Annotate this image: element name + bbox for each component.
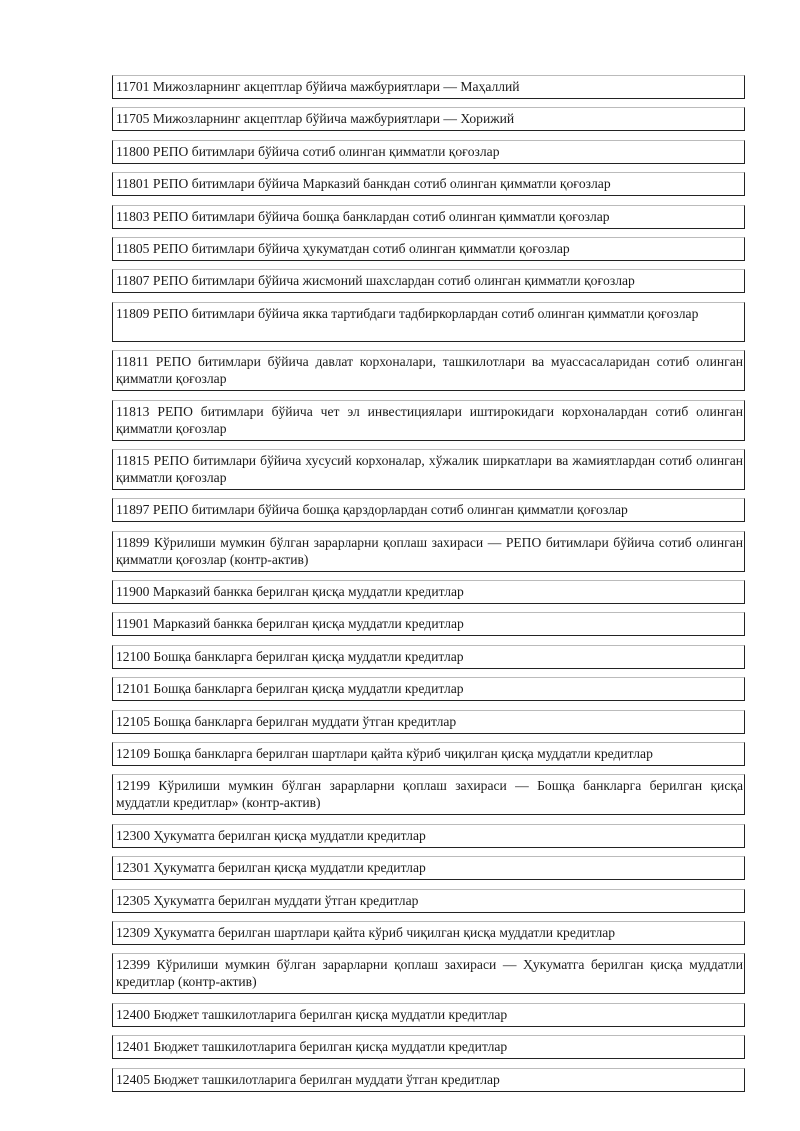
account-row: 11803 РЕПО битимлари бўйича бошқа банклардан сотиб олинган қимматли қоғозлар <box>112 205 745 229</box>
account-row: 12405 Бюджет ташкилотларига берилган муддати ўтган кредитлар <box>112 1068 745 1092</box>
account-row: 12109 Бошқа банкларга берилган шартлари қайта кўриб чиқилган қисқа муддатли кредитлар <box>112 742 745 766</box>
account-row: 11800 РЕПО битимлари бўйича сотиб олинган қимматли қоғозлар <box>112 140 745 164</box>
account-row: 11813 РЕПО битимлари бўйича чет эл инвестициялари иштирокидаги корхоналардан сотиб олинган қимматли қоғозлар <box>112 400 745 441</box>
account-row: 12100 Бошқа банкларга берилган қисқа муддатли кредитлар <box>112 645 745 669</box>
account-row: 12305 Ҳукуматга берилган муддати ўтган кредитлар <box>112 889 745 913</box>
account-row: 12309 Ҳукуматга берилган шартлари қайта кўриб чиқилган қисқа муддатли кредитлар <box>112 921 745 945</box>
account-row: 11809 РЕПО битимлари бўйича якка тартибдаги тадбиркорлардан сотиб олинган қимматли қоғозлар <box>112 302 745 342</box>
account-row: 11811 РЕПО битимлари бўйича давлат корхоналари, ташкилотлари ва муассасаларидан сотиб олинган қимматли қоғозлар <box>112 350 745 391</box>
account-row: 11815 РЕПО битимлари бўйича хусусий корхоналар, хўжалик ширкатлари ва жамиятлардан сотиб олинган қимматли қоғозлар <box>112 449 745 490</box>
account-row: 11900 Марказий банкка берилган қисқа муддатли кредитлар <box>112 580 745 604</box>
account-row: 11807 РЕПО битимлари бўйича жисмоний шахслардан сотиб олинган қимматли қоғозлар <box>112 269 745 293</box>
account-row: 11897 РЕПО битимлари бўйича бошқа қарздорлардан сотиб олинган қимматли қоғозлар <box>112 498 745 522</box>
account-row: 12400 Бюджет ташкилотларига берилган қисқа муддатли кредитлар <box>112 1003 745 1027</box>
account-row: 12401 Бюджет ташкилотларига берилган қисқа муддатли кредитлар <box>112 1035 745 1059</box>
account-row: 11801 РЕПО битимлари бўйича Марказий банкдан сотиб олинган қимматли қоғозлар <box>112 172 745 196</box>
account-row: 12105 Бошқа банкларга берилган муддати ўтган кредитлар <box>112 710 745 734</box>
account-row: 12199 Кўрилиши мумкин бўлган зарарларни қоплаш захираси — Бошқа банкларга берилган қисқа муддатли кредитлар» (контр-актив) <box>112 774 745 815</box>
account-row: 12101 Бошқа банкларга берилган қисқа муддатли кредитлар <box>112 677 745 701</box>
account-row: 12399 Кўрилиши мумкин бўлган зарарларни қоплаш захираси — Ҳукуматга берилган қисқа муддатли кредитлар (контр-актив) <box>112 953 745 994</box>
account-row: 11705 Мижозларнинг акцептлар бўйича мажбуриятлари — Хорижий <box>112 107 745 131</box>
account-row: 11899 Кўрилиши мумкин бўлган зарарларни қоплаш захираси — РЕПО битимлари бўйича сотиб олинган қимматли қоғозлар (контр-актив) <box>112 531 745 572</box>
account-row: 12300 Ҳукуматга берилган қисқа муддатли кредитлар <box>112 824 745 848</box>
account-list <box>112 75 745 1100</box>
account-row: 11805 РЕПО битимлари бўйича ҳукуматдан сотиб олинган қимматли қоғозлар <box>112 237 745 261</box>
account-row: 11701 Мижозларнинг акцептлар бўйича мажбуриятлари — Маҳаллий <box>112 75 745 99</box>
account-row: 11901 Марказий банкка берилган қисқа муддатли кредитлар <box>112 612 745 636</box>
account-row: 12301 Ҳукуматга берилган қисқа муддатли кредитлар <box>112 856 745 880</box>
